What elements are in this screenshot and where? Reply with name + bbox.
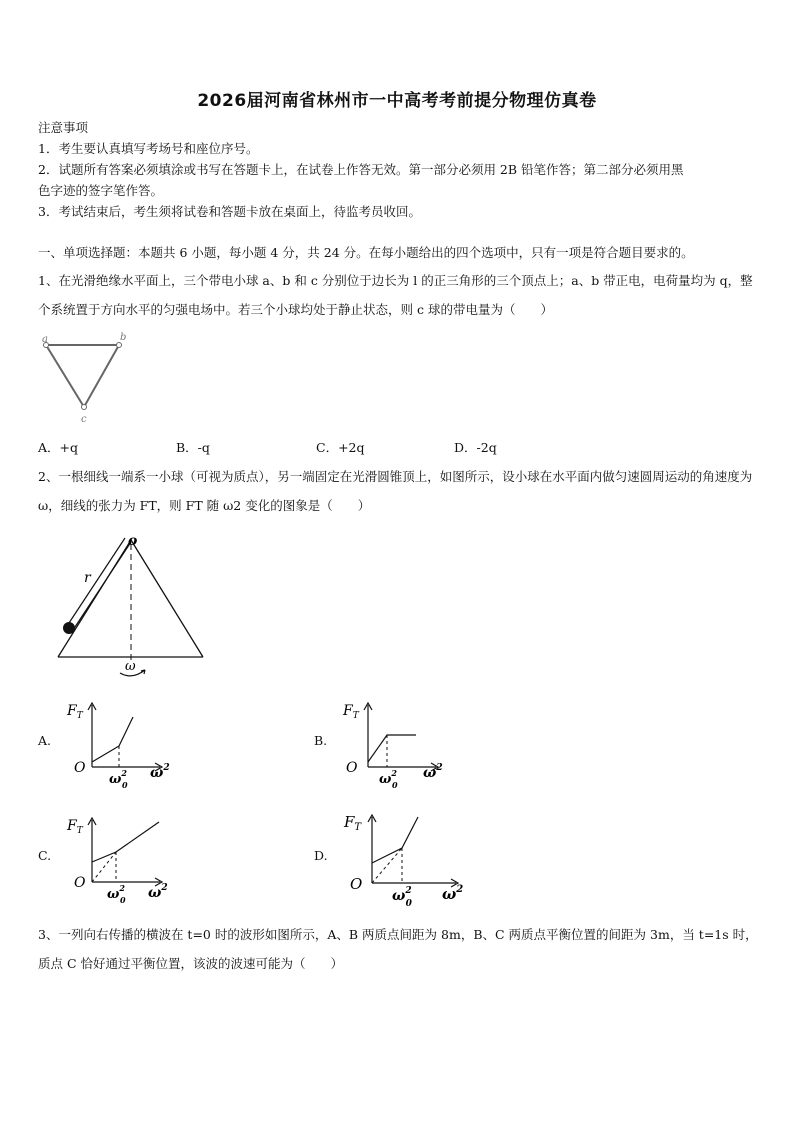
graph-d-xlabel: $\omega^2$ xyxy=(442,884,464,903)
graph-b-xmark: $\omega^2$ 0 xyxy=(379,768,398,790)
page-title: 2026届河南省林州市一中高考考前提分物理仿真卷 xyxy=(197,91,597,111)
graph-c-xlabel: $\omega^2$ xyxy=(148,883,168,901)
string-line-1 xyxy=(67,538,125,626)
graph-d xyxy=(338,805,468,907)
question-1-text: 1、在光滑绝缘水平面上，三个带电小球 a、b 和 c 分别位于边长为 l 的正三角形的三个顶点上；a、b 带正电，电荷量均为 q，整个系统置于方向水平的匀强电场中。若三个小球均处于静止状态，则 c 球的带电量为（ ） xyxy=(38,273,753,317)
q2-option-c[interactable]: C. xyxy=(38,848,52,863)
graph-b-curve xyxy=(368,735,416,762)
graph-a-curve xyxy=(92,717,133,762)
q2-option-a[interactable]: A. xyxy=(38,733,52,748)
q1-triangle-figure xyxy=(36,330,136,425)
charge-b xyxy=(117,343,122,348)
q1-option-c[interactable]: C．+2q xyxy=(316,440,365,455)
graph-b-origin: O xyxy=(346,760,358,776)
graph-d-curve xyxy=(372,817,418,863)
q1-option-a[interactable]: A．+q xyxy=(38,440,79,455)
triangle-side-ac xyxy=(46,345,84,407)
graph-a-ylabel: $F_T$ xyxy=(67,703,83,721)
label-b: b xyxy=(120,332,127,343)
notice-item-2: 2．试题所有答案必须填涂或书写在答题卡上，在试卷上作答无效。第一部分必须用 2B 铅笔作答；第二部分必须用黑 xyxy=(38,162,684,177)
graph-b xyxy=(336,695,456,790)
q2-cone-figure xyxy=(50,532,215,682)
charge-c xyxy=(82,405,87,410)
graph-c xyxy=(60,810,180,905)
question-2-text: 2、一根细线一端系一小球（可视为质点），另一端固定在光滑圆锥顶上，如图所示，设小球在水平面内做匀速圆周运动的角速度为 ω，细线的张力为 FT，则 FT 随 ω2 变化的图象是（ ） xyxy=(38,469,753,513)
q2-option-b[interactable]: B. xyxy=(314,733,328,748)
notice-item-1: 1．考生要认真填写考场号和座位序号。 xyxy=(38,141,259,156)
triangle-side-bc xyxy=(84,345,119,407)
question-3-text: 3、一列向右传播的横波在 t=0 时的波形如图所示，A、B 两质点间距为 8m，B、C 两质点平衡位置的间距为 3m，当 t=1s 时，质点 C 恰好通过平衡位置，该波的波速可能为（ ） xyxy=(38,927,758,971)
graph-b-ylabel: $F_T$ xyxy=(343,703,359,721)
graph-a-origin: O xyxy=(74,760,86,776)
graph-a-xlabel: $\omega^2$ xyxy=(150,763,170,781)
label-r: r xyxy=(84,570,91,586)
graph-a-xmark: $\omega^2$ 0 xyxy=(109,768,128,790)
graph-c-curve xyxy=(92,822,159,862)
string-line-2 xyxy=(73,542,131,630)
section-header: 一、单项选择题：本题共 6 小题，每小题 4 分，共 24 分。在每小题给出的四个选项中，只有一项是符合题目要求的。 xyxy=(38,245,694,260)
graph-d-xmark: $\omega^2$ 0 xyxy=(392,886,412,907)
graph-b-xlabel: $\omega^2$ xyxy=(423,763,443,781)
graph-a xyxy=(60,695,180,790)
cone-right-side xyxy=(131,540,203,657)
graph-d-ylabel: $F_T$ xyxy=(344,813,362,833)
notice-item-3: 3．考试结束后，考生须将试卷和答题卡放在桌面上，待监考员收回。 xyxy=(38,204,421,219)
graph-c-xmark: $\omega^2$ 0 xyxy=(107,883,126,905)
graph-c-ylabel: $F_T$ xyxy=(67,818,83,836)
q2-option-d[interactable]: D. xyxy=(314,848,328,863)
label-o: o xyxy=(128,533,138,549)
label-omega: ω xyxy=(125,659,136,674)
notice-heading: 注意事项 xyxy=(38,120,89,135)
label-c: c xyxy=(81,414,87,425)
graph-c-origin: O xyxy=(74,875,86,891)
q1-option-d[interactable]: D．-2q xyxy=(454,440,497,455)
graph-d-origin: O xyxy=(350,875,363,893)
q1-option-b[interactable]: B．-q xyxy=(176,440,210,455)
label-a: a xyxy=(42,334,48,345)
notice-item-2-cont: 色字迹的签字笔作答。 xyxy=(38,183,164,198)
ball xyxy=(63,622,75,634)
